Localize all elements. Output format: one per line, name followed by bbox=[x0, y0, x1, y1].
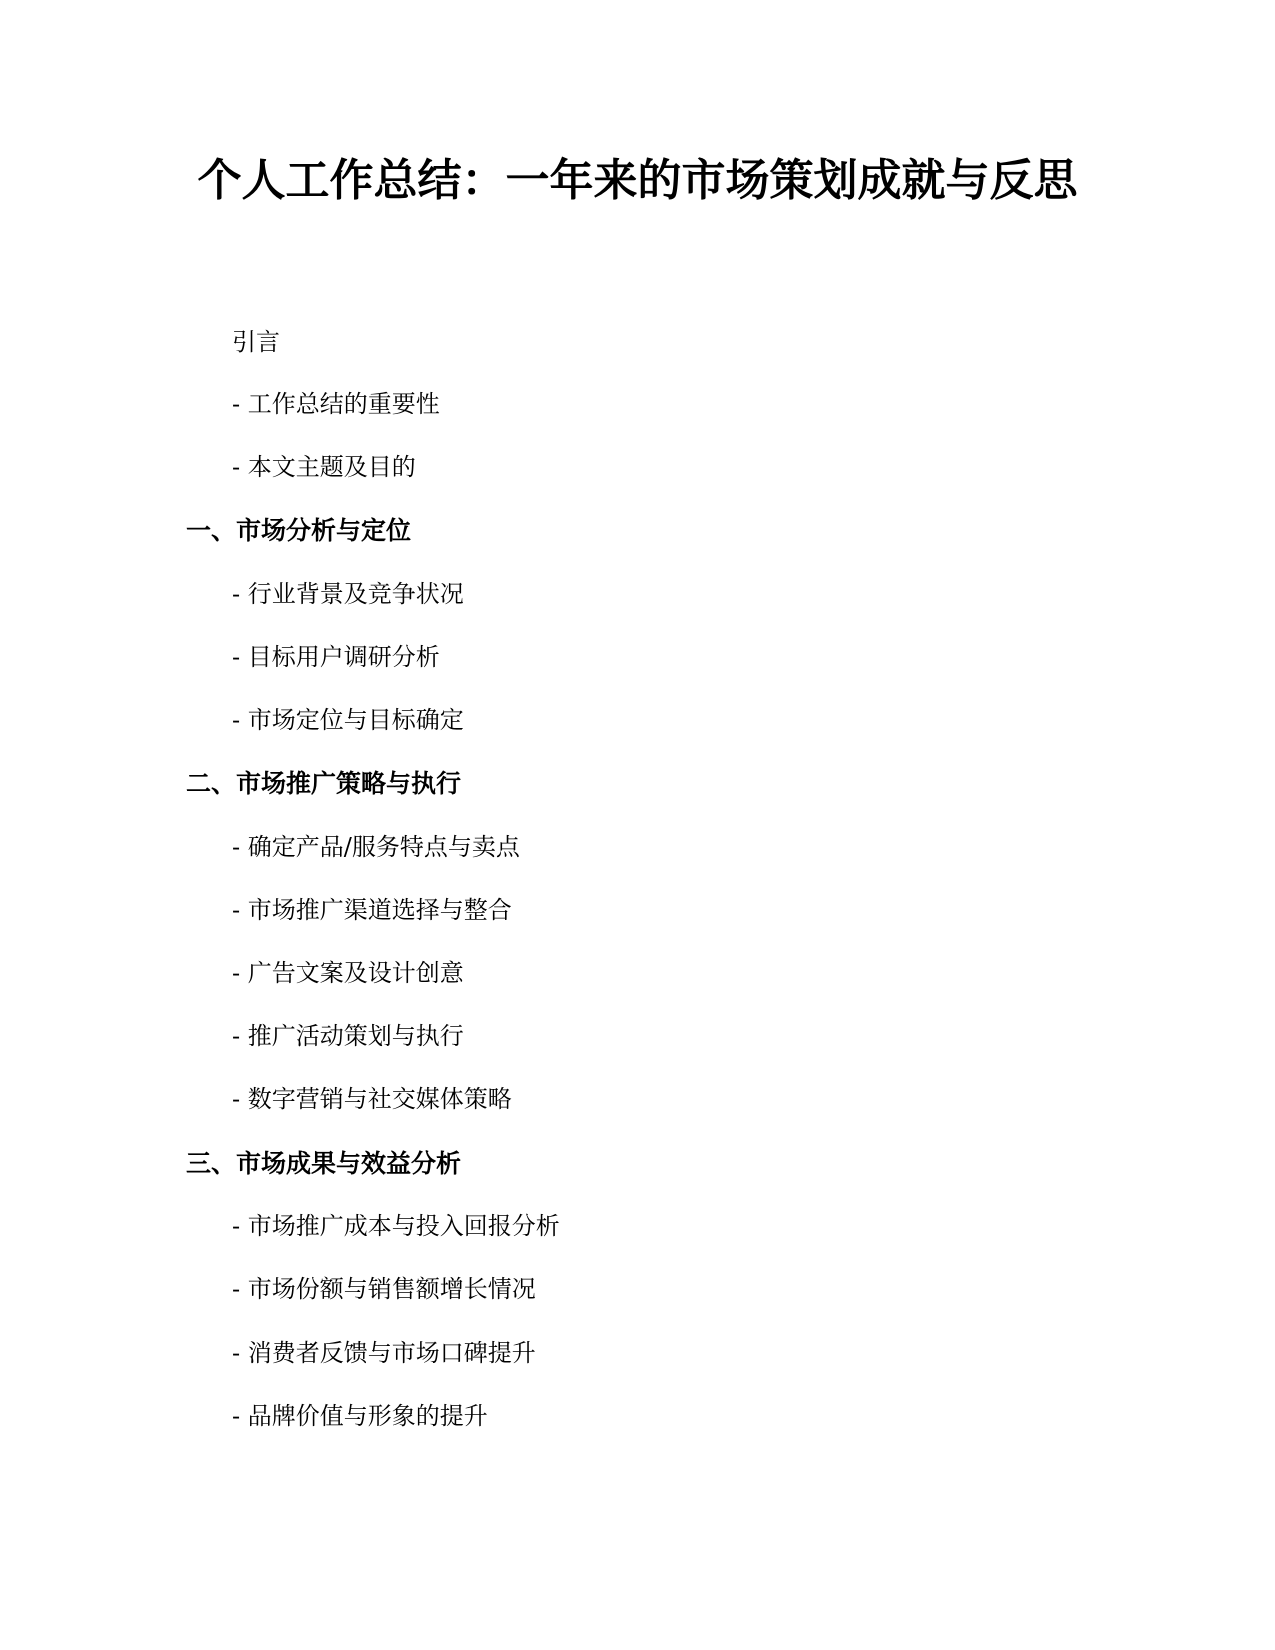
section-2-item-1: - 确定产品/服务特点与卖点 bbox=[232, 833, 520, 861]
document-title: 个人工作总结：一年来的市场策划成就与反思 bbox=[197, 155, 1078, 206]
section-2-item-4: - 推广活动策划与执行 bbox=[232, 1022, 464, 1050]
section-3-item-3: - 消费者反馈与市场口碑提升 bbox=[232, 1339, 536, 1367]
section-1-item-3: - 市场定位与目标确定 bbox=[232, 706, 464, 734]
intro-item-1: - 工作总结的重要性 bbox=[232, 390, 440, 418]
intro-heading: 引言 bbox=[232, 328, 280, 356]
intro-item-2: - 本文主题及目的 bbox=[232, 453, 416, 481]
section-3-heading: 三、市场成果与效益分析 bbox=[186, 1149, 462, 1178]
section-1-heading: 一、市场分析与定位 bbox=[186, 516, 412, 545]
section-2-heading: 二、市场推广策略与执行 bbox=[186, 769, 462, 798]
section-1-item-1: - 行业背景及竞争状况 bbox=[232, 580, 464, 608]
section-2-item-3: - 广告文案及设计创意 bbox=[232, 959, 464, 987]
section-2-item-5: - 数字营销与社交媒体策略 bbox=[232, 1085, 512, 1113]
section-2-item-2: - 市场推广渠道选择与整合 bbox=[232, 896, 512, 924]
section-3-item-4: - 品牌价值与形象的提升 bbox=[232, 1402, 488, 1430]
section-1-item-2: - 目标用户调研分析 bbox=[232, 643, 440, 671]
section-3-item-2: - 市场份额与销售额增长情况 bbox=[232, 1275, 536, 1303]
section-3-item-1: - 市场推广成本与投入回报分析 bbox=[232, 1212, 560, 1240]
